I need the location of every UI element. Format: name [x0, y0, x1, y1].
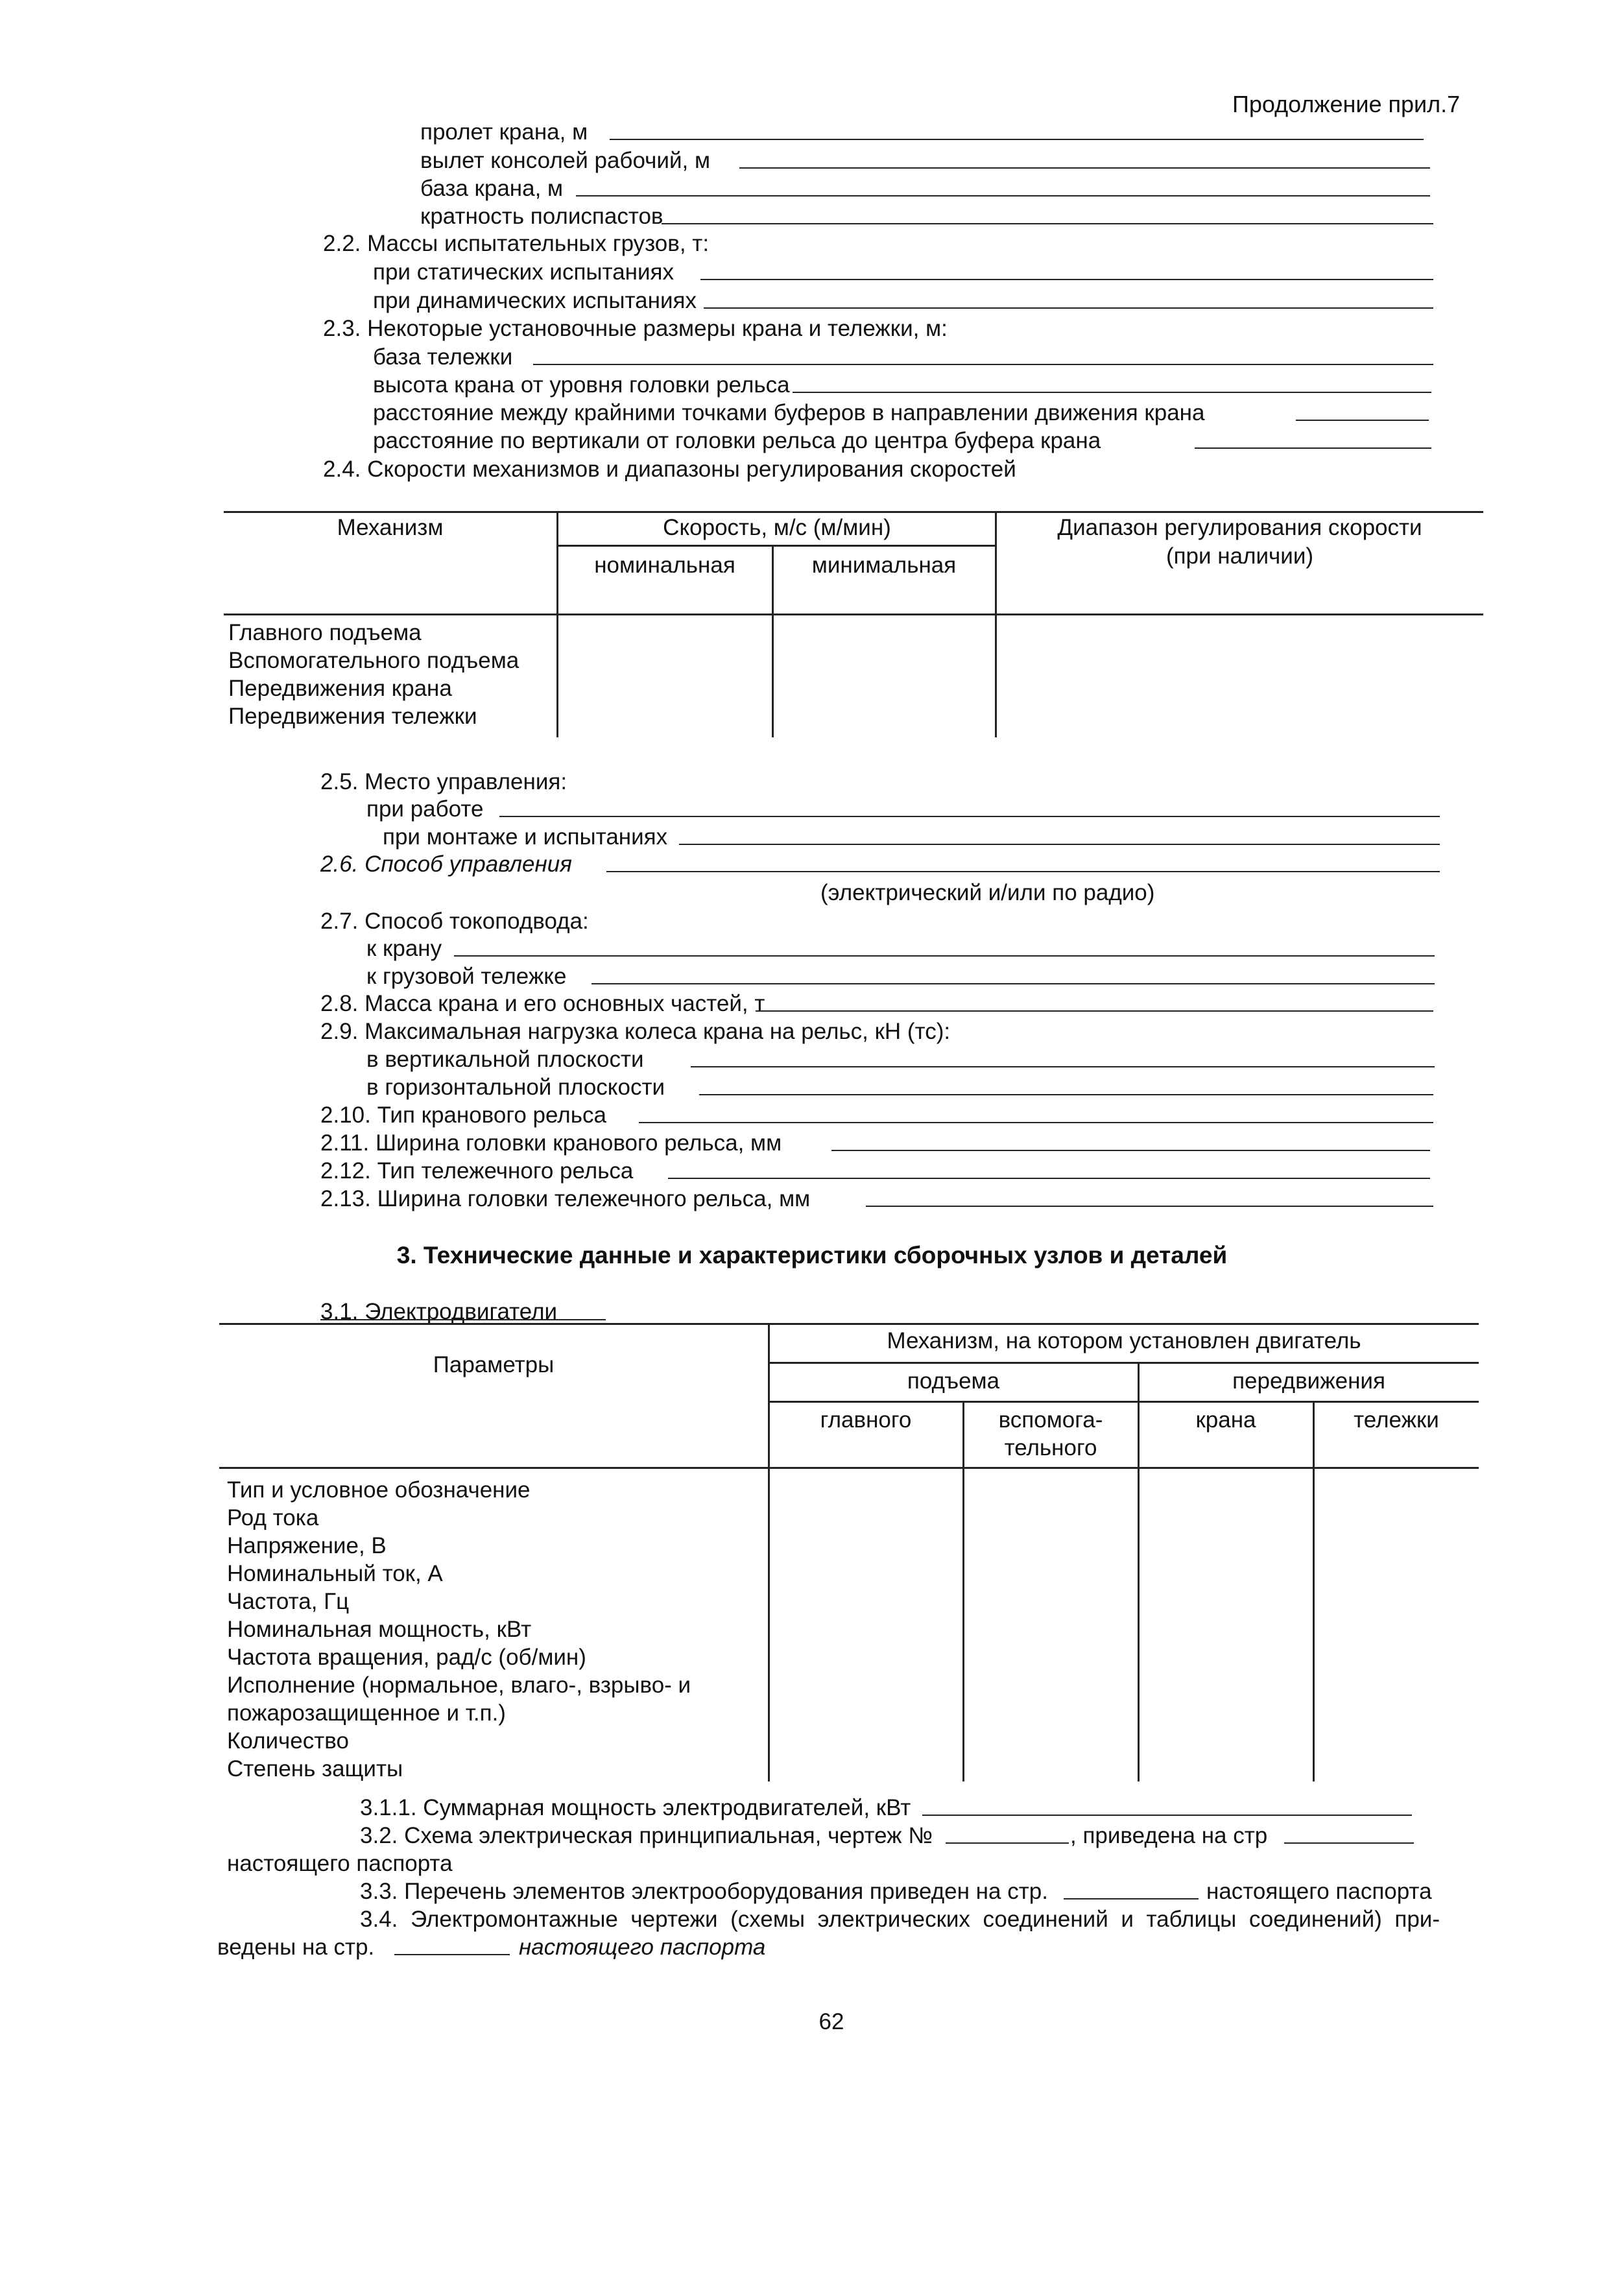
field-pulley-ratio: кратность полиспастов [420, 204, 663, 229]
field-buffer-distance: расстояние между крайними точками буферов в направлении движения крана [373, 400, 1205, 425]
field-crane-rail-type: 2.10. Тип кранового рельса [320, 1102, 606, 1128]
field-crane-base: база крана, м [420, 176, 564, 201]
field-line[interactable] [1064, 1898, 1199, 1899]
field-control-method: 2.6. Способ управления [320, 851, 572, 877]
field-line[interactable] [606, 871, 1440, 872]
header-range-note: (при наличии) [1165, 543, 1314, 569]
heading-2-2: 2.2. Массы испытательных грузов, т: [323, 231, 710, 256]
page-number: 62 [818, 2009, 844, 2034]
table-row: пожарозащищенное и т.п.) [227, 1700, 506, 1726]
table-row: Главного подъема [228, 620, 422, 645]
table-row: Частота, Гц [227, 1589, 350, 1614]
header-move: передвижения [1232, 1368, 1385, 1394]
field-line[interactable] [576, 195, 1430, 196]
field-trolley-base: база тележки [373, 344, 513, 370]
field-line[interactable] [668, 1178, 1430, 1179]
field-line[interactable] [394, 1954, 510, 1955]
continuation-label: Продолжение прил.7 [1232, 91, 1461, 117]
field-crane-height: высота крана от уровня головки рельса [373, 372, 790, 398]
field-line[interactable] [499, 816, 1440, 817]
field-line[interactable] [320, 1319, 606, 1320]
header-range: Диапазон регулирования скорости [1057, 515, 1422, 540]
field-line[interactable] [793, 392, 1431, 393]
passport-ref: настоящего паспорта [1206, 1879, 1432, 1904]
field-line[interactable] [704, 307, 1433, 309]
field-line[interactable] [922, 1815, 1412, 1816]
header-main: главного [820, 1407, 912, 1433]
field-line[interactable] [454, 955, 1435, 957]
field-line[interactable] [1195, 447, 1431, 449]
field-dynamic-test: при динамических испытаниях [373, 288, 697, 313]
field-power-trolley: к грузовой тележке [366, 964, 567, 989]
table-row: Номинальный ток, А [227, 1561, 443, 1586]
field-trolley-rail-width: 2.13. Ширина головки тележечного рельса, мм [320, 1186, 811, 1211]
field-line[interactable] [699, 1094, 1433, 1095]
field-crane-rail-width: 2.11. Ширина головки кранового рельса, мм [320, 1130, 782, 1156]
header-speed: Скорость, м/с (м/мин) [663, 515, 891, 540]
field-power-crane: к крану [366, 936, 442, 961]
passport-ref: настоящего паспорта [519, 1935, 766, 1960]
table-row: Передвижения тележки [228, 704, 477, 729]
field-line[interactable] [739, 167, 1430, 169]
field-line[interactable] [639, 1122, 1433, 1123]
table-row: Тип и условное обозначение [227, 1477, 531, 1503]
header-minimal: минимальная [811, 553, 957, 578]
field-horizontal-plane: в горизонтальной плоскости [366, 1075, 665, 1100]
field-line[interactable] [866, 1206, 1433, 1207]
header-crane: крана [1195, 1407, 1256, 1433]
field-crane-span: пролет крана, м [420, 119, 588, 145]
control-method-hint: (электрический и/или по радио) [820, 880, 1155, 905]
field-line[interactable] [1296, 420, 1429, 421]
table-row: Номинальная мощность, кВт [227, 1617, 532, 1642]
table-row: Род тока [227, 1505, 319, 1530]
heading-2-4: 2.4. Скорости механизмов и диапазоны регулирования скоростей [323, 457, 1016, 482]
header-motor-mechanism: Механизм, на котором установлен двигатель [887, 1328, 1361, 1353]
field-line[interactable] [533, 364, 1433, 365]
field-equipment-list: 3.3. Перечень элементов электрооборудования приведен на стр. [360, 1879, 1048, 1904]
table-row: Напряжение, В [227, 1533, 387, 1558]
field-static-test: при статических испытаниях [373, 259, 674, 285]
field-buffer-height: расстояние по вертикали от головки рельса до центра буфера крана [373, 428, 1101, 453]
heading-2-7: 2.7. Способ токоподвода: [320, 909, 589, 934]
field-vertical-plane: в вертикальной плоскости [366, 1047, 644, 1072]
header-lift: подъема [907, 1368, 1000, 1394]
field-schematic-page: , приведена на стр [1070, 1823, 1268, 1848]
field-line[interactable] [831, 1150, 1430, 1151]
field-at-work: при работе [366, 796, 484, 822]
table-row: Передвижения крана [228, 676, 452, 701]
field-crane-mass: 2.8. Масса крана и его основных частей, т [320, 991, 765, 1016]
table-row: Степень защиты [227, 1756, 403, 1781]
section3-subtitle: 3.1. Электродвигатели [320, 1299, 558, 1324]
field-wiring-page: ведены на стр. [217, 1935, 375, 1960]
header-trolley: тележки [1354, 1407, 1439, 1433]
field-line[interactable] [1284, 1842, 1414, 1844]
table-row: Частота вращения, рад/с (об/мин) [227, 1645, 586, 1670]
field-line[interactable] [610, 139, 1424, 140]
header-aux-cont: тельного [1004, 1435, 1097, 1460]
field-line[interactable] [679, 844, 1440, 845]
passport-ref: настоящего паспорта [227, 1851, 453, 1876]
field-line[interactable] [662, 223, 1433, 224]
table-row: Количество [227, 1728, 349, 1754]
header-mechanism: Механизм [337, 515, 444, 540]
header-aux: вспомога- [998, 1407, 1103, 1433]
header-nominal: номинальная [594, 553, 735, 578]
field-line[interactable] [691, 1066, 1435, 1067]
heading-2-5: 2.5. Место управления: [320, 769, 567, 794]
field-line[interactable] [946, 1842, 1069, 1844]
header-params: Параметры [433, 1352, 555, 1377]
heading-2-9: 2.9. Максимальная нагрузка колеса крана на рельс, кН (тс): [320, 1019, 951, 1044]
field-line[interactable] [591, 983, 1435, 984]
table-row: Исполнение (нормальное, влаго-, взрыво- и [227, 1673, 691, 1698]
field-total-power: 3.1.1. Суммарная мощность электродвигателей, кВт [360, 1795, 911, 1820]
field-trolley-rail-type: 2.12. Тип тележечного рельса [320, 1158, 634, 1184]
table-row: Вспомогательного подъема [228, 648, 519, 673]
field-console-reach: вылет консолей рабочий, м [420, 148, 711, 173]
field-line[interactable] [700, 279, 1433, 280]
field-at-assembly: при монтаже и испытаниях [383, 824, 668, 850]
section3-title: 3. Технические данные и характеристики сборочных узлов и деталей [396, 1242, 1228, 1268]
field-line[interactable] [756, 1010, 1433, 1012]
field-wiring-drawings: 3.4. Электромонтажные чертежи (схемы электрических соединений и таблицы соединений) при- [360, 1907, 1440, 1932]
field-schematic: 3.2. Схема электрическая принципиальная, чертеж № [360, 1823, 933, 1848]
heading-2-3: 2.3. Некоторые установочные размеры крана и тележки, м: [323, 316, 948, 341]
